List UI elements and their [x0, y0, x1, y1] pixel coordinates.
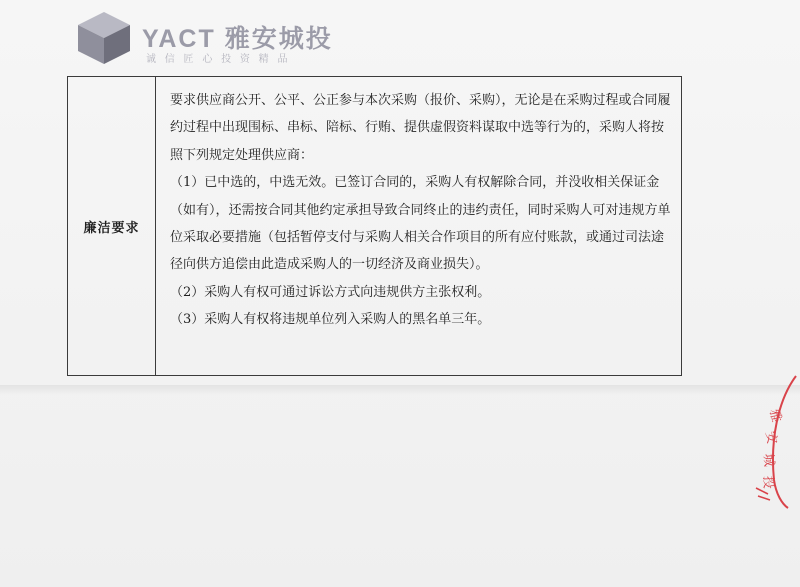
red-seal-stamp-icon [748, 370, 800, 510]
svg-text:雅: 雅 [766, 407, 784, 424]
svg-text:城: 城 [760, 452, 777, 468]
label-cell [68, 77, 156, 375]
clause-label: 廉洁要求 [83, 220, 140, 236]
company-logo [74, 10, 333, 70]
clause-paragraph-intro: 要求供应商公开、公平、公正参与本次采购（报价、采购），无论是在采购过程或合同履约过程中出现围标、串标、陪标、行贿、提供虚假资料谋取中选等行为的，采购人将按照下列规定处理供应商： [170, 93, 671, 163]
clause-paragraph-2: （2）采购人有权可通过诉讼方式向违规供方主张权利。 [170, 284, 491, 300]
clause-paragraph-3: （3）采购人有权将违规单位列入采购人的黑名单三年。 [170, 312, 491, 328]
brand-name: YACT 雅安城投 [142, 25, 333, 53]
brand-tagline: 诚 信 匠 心 投 资 精 品 [146, 54, 291, 65]
integrity-clause-table [67, 76, 682, 376]
clause-paragraph-1: （1）已中选的，中选无效。已签订合同的，采购人有权解除合同，并没收相关保证金（如有），还需按合同其他约定承担导致合同终止的违约责任，同时采购人可对违规方单位采取必要措施（包括暂停支付与采购人相关合作项目的所有应付账款，或通过司法途径向供方追偿由此造成采购人的一切经济及商业损失）。 [170, 175, 671, 273]
svg-text:安: 安 [762, 430, 780, 446]
content-cell [156, 77, 681, 375]
cube-logo-icon [74, 10, 134, 66]
page-fold-shadow [0, 385, 800, 395]
svg-text:投: 投 [760, 475, 776, 490]
